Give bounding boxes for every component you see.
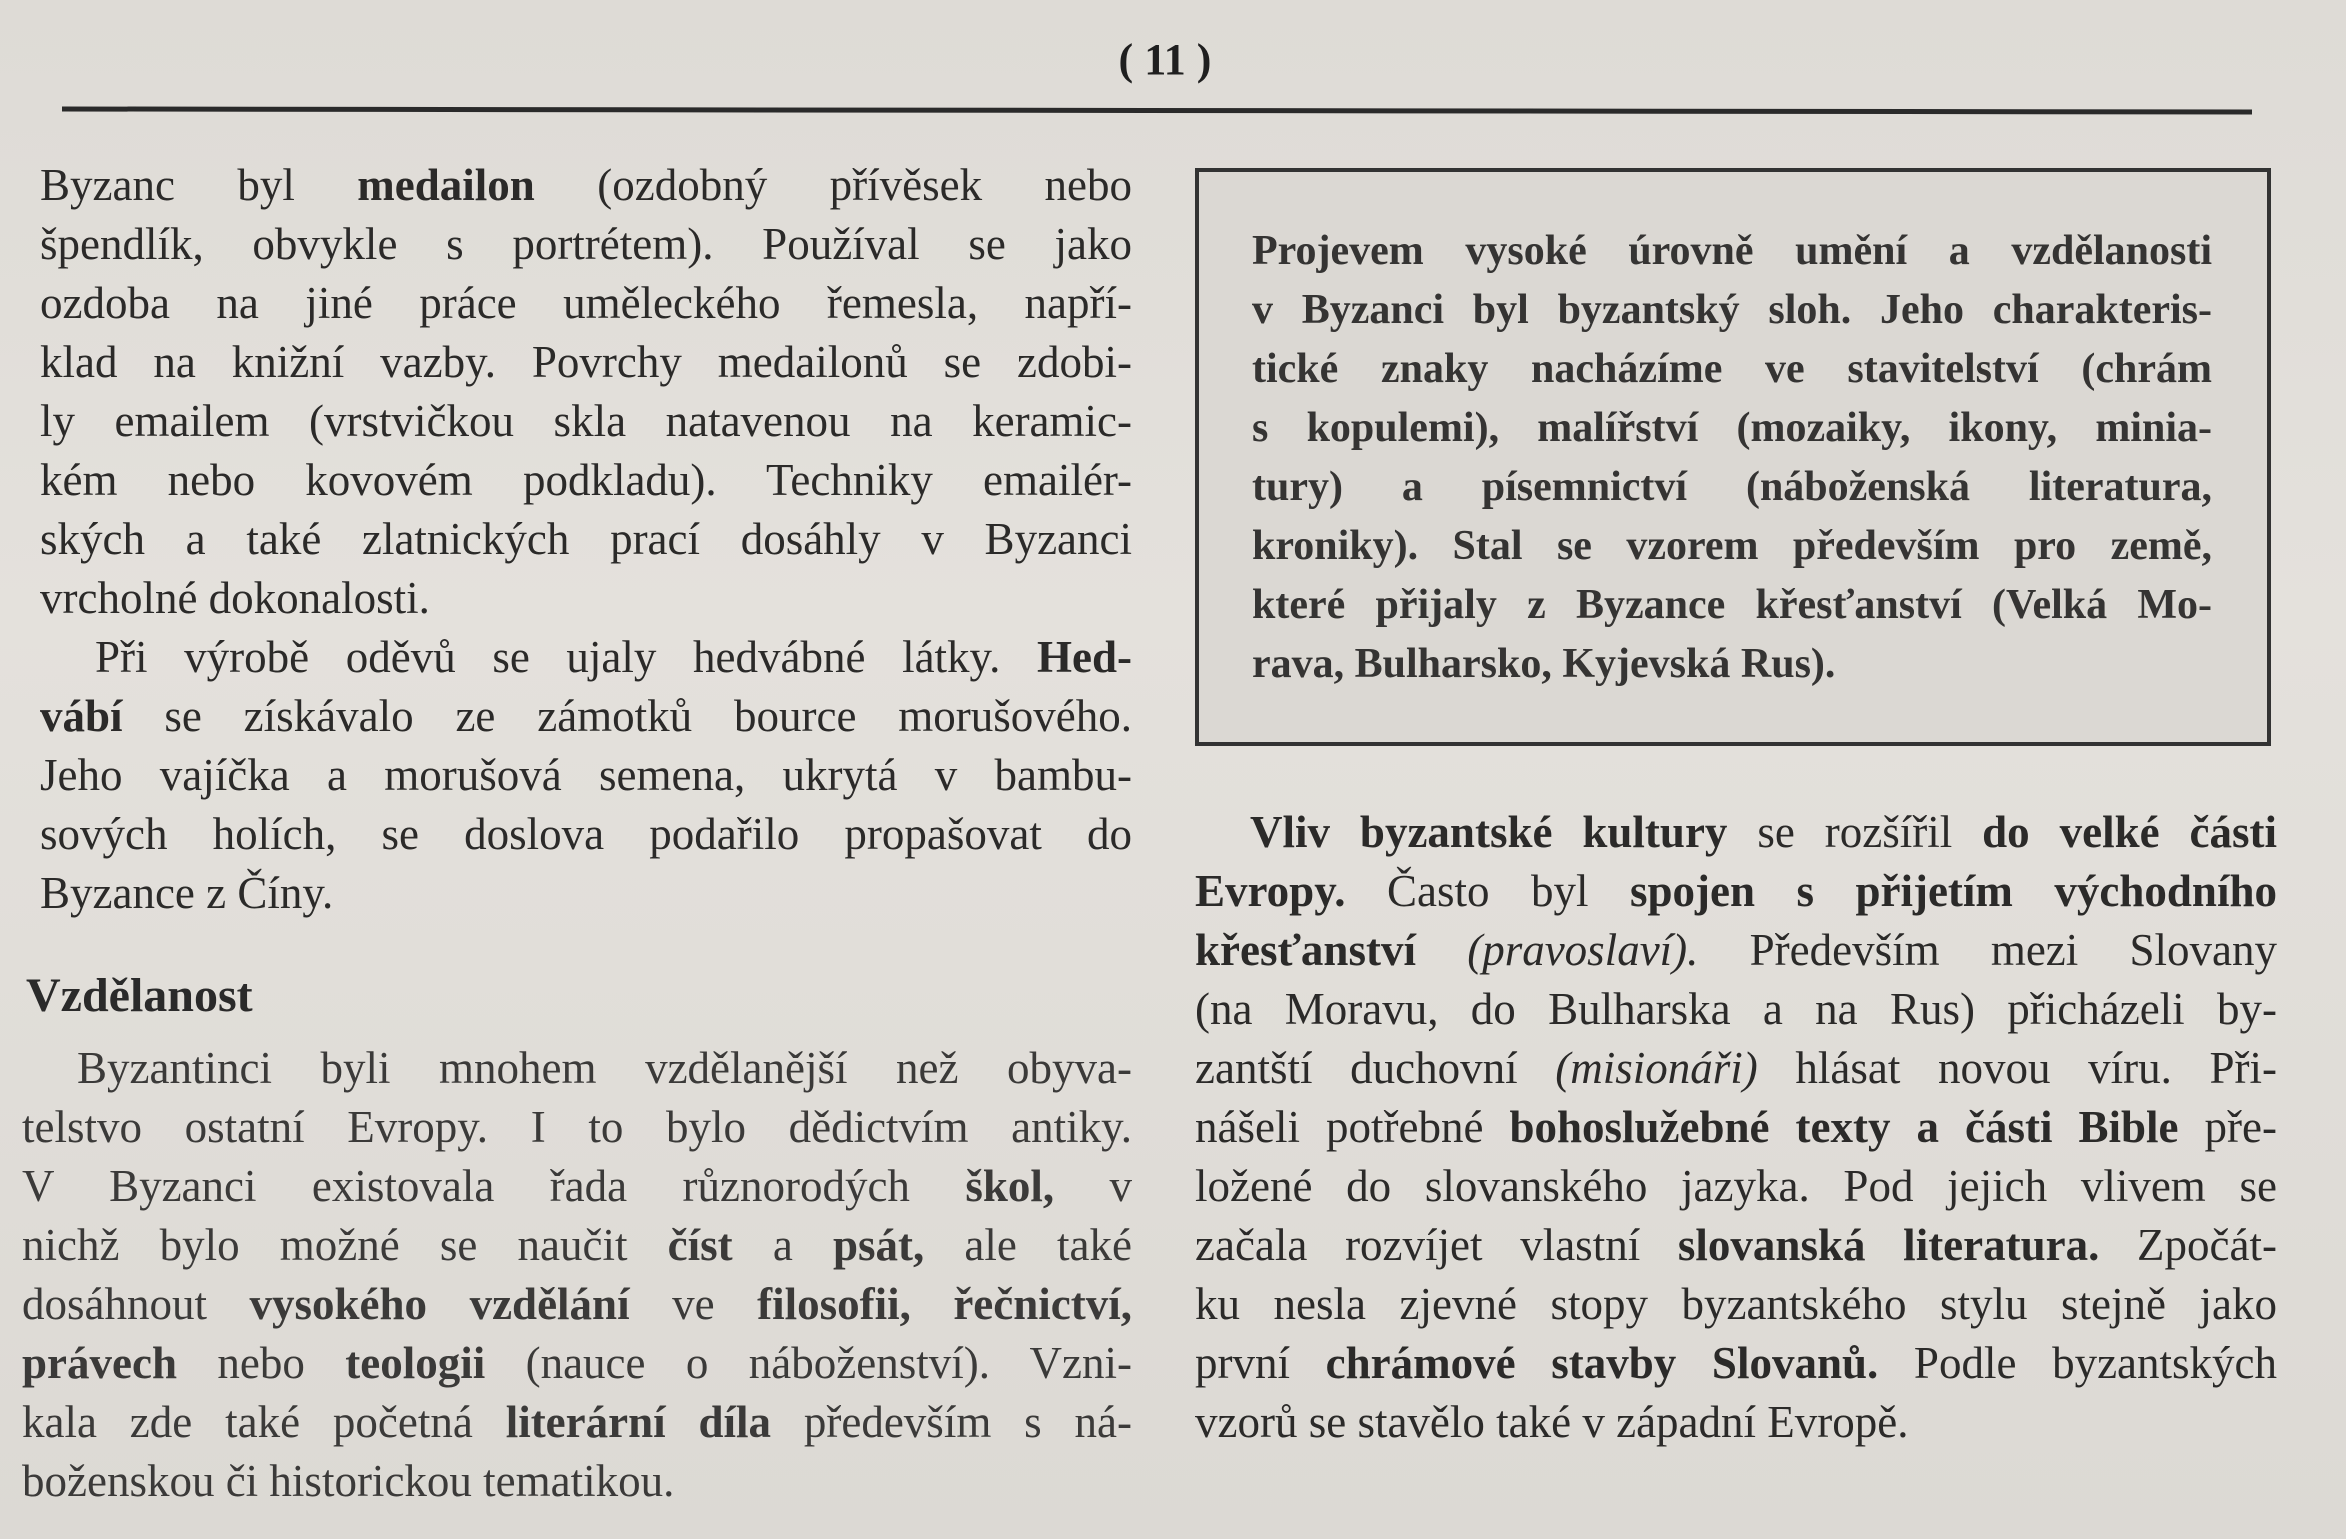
text-line bbox=[22, 1393, 1132, 1452]
text-run: nichž bylo možné se naučit bbox=[22, 1220, 668, 1270]
header-rule bbox=[62, 106, 2252, 114]
text-run: pře- bbox=[2178, 1102, 2277, 1152]
text-line bbox=[1195, 1216, 2277, 1275]
text-line bbox=[1195, 1393, 2277, 1452]
bold-term: Vliv byzantské kultury bbox=[1250, 807, 1728, 857]
text-line bbox=[1252, 635, 2212, 694]
text-run: (nauce o náboženství). Vzni- bbox=[485, 1338, 1132, 1388]
bold-term: křesťanství bbox=[1195, 925, 1416, 975]
text-line bbox=[22, 1275, 1132, 1334]
text-run: ozdoba na jiné práce uměleckého řemesla, napří- bbox=[40, 278, 1132, 328]
text-line bbox=[1252, 517, 2212, 576]
bold-term: medailon bbox=[357, 160, 535, 210]
text-run: ale také bbox=[924, 1220, 1132, 1270]
bold-term: chrámové stavby Slovanů. bbox=[1325, 1338, 1879, 1388]
text-run: s kopulemi), malířství (mozaiky, ikony, minia- bbox=[1252, 405, 2212, 451]
text-line bbox=[40, 215, 1132, 274]
text-run: Zpočát- bbox=[2099, 1220, 2277, 1270]
text-run: tury) a písemnictví (náboženská literatura, bbox=[1252, 464, 2212, 510]
text-run: Byzantinci byli mnohem vzdělanější než obyva- bbox=[77, 1043, 1132, 1093]
text-run: v Byzanci byl byzantský sloh. Jeho charakteris- bbox=[1252, 287, 2212, 333]
text-line bbox=[1252, 458, 2212, 517]
right-column-text bbox=[1195, 803, 2277, 1452]
highlight-box-text bbox=[1252, 222, 2212, 694]
text-run: Především mezi Slovany bbox=[1698, 925, 2278, 975]
text-line bbox=[1195, 803, 2277, 862]
paragraph bbox=[1195, 803, 2277, 1452]
bold-term: spojen s přijetím východního bbox=[1629, 866, 2277, 916]
text-line bbox=[22, 1334, 1132, 1393]
text-run: ských a také zlatnických prací dosáhly v Byzanci bbox=[40, 514, 1132, 564]
text-line bbox=[1195, 1275, 2277, 1334]
text-run: v bbox=[1054, 1161, 1132, 1211]
text-run: vrcholné dokonalosti. bbox=[40, 573, 430, 623]
text-line bbox=[1252, 340, 2212, 399]
text-run bbox=[1416, 925, 1467, 975]
left-column-text bbox=[40, 156, 1132, 923]
italic-term: (misionáři) bbox=[1555, 1043, 1758, 1093]
section-heading: Vzdělanost bbox=[26, 969, 253, 1022]
text-line bbox=[22, 1098, 1132, 1157]
text-line bbox=[40, 805, 1132, 864]
text-line bbox=[1252, 576, 2212, 635]
text-line bbox=[22, 1452, 1132, 1511]
paragraph bbox=[1252, 222, 2212, 694]
bold-term: škol, bbox=[965, 1161, 1055, 1211]
text-line bbox=[1195, 980, 2277, 1039]
text-run: zantští duchovní bbox=[1195, 1043, 1556, 1093]
text-run: začala rozvíjet vlastní bbox=[1195, 1220, 1678, 1270]
text-run: Při výrobě oděvů se ujaly hedvábné látky. bbox=[95, 632, 1037, 682]
text-line bbox=[40, 274, 1132, 333]
bold-term: slovanská literatura. bbox=[1677, 1220, 2100, 1270]
text-line bbox=[1195, 1334, 2277, 1393]
text-run: ku nesla zjevné stopy byzantského stylu stejně jako bbox=[1195, 1279, 2277, 1329]
text-line bbox=[40, 451, 1132, 510]
text-run: první bbox=[1195, 1338, 1326, 1388]
bold-term: Hed- bbox=[1037, 632, 1132, 682]
text-run: ly emailem (vrstvičkou skla natavenou na keramic- bbox=[40, 396, 1132, 446]
bold-term: psát, bbox=[832, 1220, 925, 1270]
bold-term: teologii bbox=[345, 1338, 486, 1388]
text-line bbox=[1252, 399, 2212, 458]
text-line bbox=[40, 628, 1132, 687]
page-number: ( 11 ) bbox=[1118, 35, 1212, 84]
bold-term: literární díla bbox=[505, 1397, 772, 1447]
text-line bbox=[1195, 1039, 2277, 1098]
text-line bbox=[22, 1216, 1132, 1275]
text-run: vzorů se stavělo také v západní Evropě. bbox=[1195, 1397, 1909, 1447]
text-line bbox=[40, 746, 1132, 805]
bold-term: filosofii, řečnictví, bbox=[757, 1279, 1132, 1329]
bold-term: právech bbox=[22, 1338, 177, 1388]
bold-term: do velké části bbox=[1982, 807, 2277, 857]
bold-term: vábí bbox=[40, 691, 123, 741]
text-line bbox=[22, 1157, 1132, 1216]
text-run: dosáhnout bbox=[22, 1279, 250, 1329]
text-run: telstvo ostatní Evropy. I to bylo dědictvím antiky. bbox=[22, 1102, 1132, 1152]
text-run: (ozdobný přívěsek nebo bbox=[534, 160, 1132, 210]
text-run: Podle byzantských bbox=[1878, 1338, 2278, 1388]
text-line bbox=[40, 864, 1132, 923]
text-run: hlásat novou víru. Při- bbox=[1757, 1043, 2277, 1093]
text-line bbox=[40, 156, 1132, 215]
paragraph bbox=[40, 628, 1132, 923]
text-line bbox=[40, 333, 1132, 392]
text-run: Projevem vysoké úrovně umění a vzdělanosti bbox=[1252, 228, 2212, 274]
text-line bbox=[40, 510, 1132, 569]
text-run: špendlík, obvykle s portrétem). Používal se jako bbox=[40, 219, 1132, 269]
italic-term: (pravoslaví). bbox=[1467, 925, 1699, 975]
text-run: ve bbox=[629, 1279, 758, 1329]
text-run: kala zde také početná bbox=[22, 1397, 506, 1447]
bold-term: bohoslužebné texty a části Bible bbox=[1509, 1102, 2179, 1152]
text-run: tické znaky nacházíme ve stavitelství (chrám bbox=[1252, 346, 2212, 392]
text-line bbox=[1252, 281, 2212, 340]
text-run: klad na knižní vazby. Povrchy medailonů se zdobi- bbox=[40, 337, 1132, 387]
text-run: kroniky). Stal se vzorem především pro země, bbox=[1252, 523, 2212, 569]
text-run: kém nebo kovovém podkladu). Techniky emailér- bbox=[40, 455, 1132, 505]
text-line bbox=[40, 569, 1132, 628]
text-run: rava, Bulharsko, Kyjevská Rus). bbox=[1252, 641, 1836, 687]
text-line bbox=[22, 1039, 1132, 1098]
text-run: nášeli potřebné bbox=[1195, 1102, 1510, 1152]
text-line bbox=[40, 687, 1132, 746]
text-run: se získávalo ze zámotků bource morušového. bbox=[122, 691, 1132, 741]
text-run: a bbox=[732, 1220, 833, 1270]
text-line bbox=[1195, 862, 2277, 921]
text-run: boženskou či historickou tematikou. bbox=[22, 1456, 675, 1506]
text-run: sových holích, se doslova podařilo propašovat do bbox=[40, 809, 1132, 859]
bold-term: Evropy. bbox=[1195, 866, 1346, 916]
text-run: V Byzanci existovala řada různorodých bbox=[22, 1161, 966, 1211]
text-line bbox=[1195, 1098, 2277, 1157]
text-run: především s ná- bbox=[771, 1397, 1132, 1447]
text-line bbox=[40, 392, 1132, 451]
text-run: (na Moravu, do Bulharska a na Rus) přicházeli by- bbox=[1195, 984, 2277, 1034]
text-run: Byzanc byl bbox=[40, 160, 358, 210]
text-line bbox=[1252, 222, 2212, 281]
text-run: se rozšířil bbox=[1727, 807, 1983, 857]
bold-term: číst bbox=[667, 1220, 733, 1270]
text-run: Byzance z Číny. bbox=[40, 868, 334, 918]
text-line bbox=[1195, 921, 2277, 980]
education-section-text bbox=[22, 1039, 1132, 1511]
text-run: ložené do slovanského jazyka. Pod jejich vlivem se bbox=[1195, 1161, 2277, 1211]
text-line bbox=[1195, 1157, 2277, 1216]
text-run: Jeho vajíčka a morušová semena, ukrytá v bambu- bbox=[40, 750, 1132, 800]
bold-term: vysokého vzdělání bbox=[249, 1279, 630, 1329]
text-run: nebo bbox=[176, 1338, 346, 1388]
paragraph bbox=[40, 156, 1132, 628]
text-run: Často byl bbox=[1345, 866, 1630, 916]
paragraph bbox=[22, 1039, 1132, 1511]
text-run: které přijaly z Byzance křesťanství (Velká Mo- bbox=[1252, 582, 2212, 628]
